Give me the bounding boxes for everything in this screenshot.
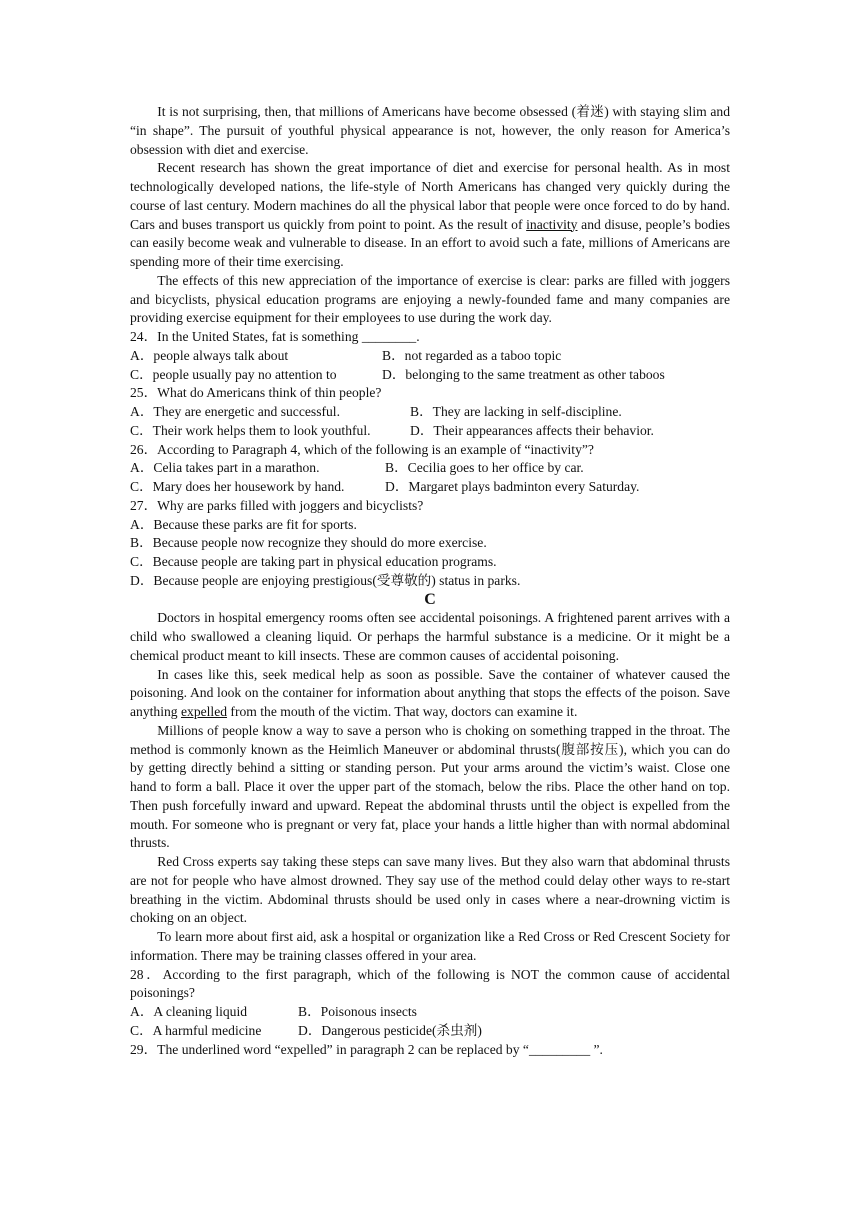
passage-b-paragraph-2 [130,159,730,272]
option-row [130,516,730,535]
answer-option: B．Poisonous insects [298,1004,417,1019]
option-row [130,1022,730,1041]
answer-option: A．Because these parks are fit for sports. [130,516,357,532]
question-stem: 26．According to Paragraph 4, which of the following is an example of “inactivity”? [130,441,594,457]
question-stem: 28．According to the first paragraph, which of the following is NOT the common cause of accidental poisonings? [130,966,730,1001]
passage-b-paragraph-3: The effects of this new appreciation of the importance of exercise is clear: parks are filled with joggers and bicyclists, physical education programs are enjoying a newly-founded fame and many companies are providing exercise equipment for their employees to use during the work day. [130,272,730,326]
underlined-word-expelled: expelled [180,704,228,719]
answer-option: A．people always talk about [130,347,289,363]
answer-option: B．Because people now recognize they should do more exercise. [130,535,487,551]
questions-b [130,328,730,591]
passage-c-paragraph-2 [130,666,730,722]
answer-option: A．A cleaning liquid [130,1004,248,1019]
option-row [130,422,730,441]
underlined-word-inactivity: inactivity [526,216,578,232]
answer-option: A．Celia takes part in a marathon. [130,460,320,476]
option-row [130,1003,730,1022]
passage-c-paragraph-4: Red Cross experts say taking these steps can save many lives. But they also warn that abdominal thrusts are not for people who have almost drowned. They say use of the method could delay other ways to re-start breathing in the victim. Abdominal thrusts should be used only in cases where a near-drowning victim is choking on an object. [130,854,730,926]
answer-option: D．Dangerous pesticide(杀虫剂) [298,1022,482,1038]
answer-option: C．Because people are taking part in physical education programs. [130,554,497,569]
answer-option: C．A harmful medicine [130,1022,262,1038]
section-c-title: C [424,590,436,608]
questions-c [130,966,730,1060]
answer-option: C．Their work helps them to look youthful. [130,422,371,438]
question-stem: 25．What do Americans think of thin people? [130,385,382,401]
question-stem: 27．Why are parks filled with joggers and bicyclists? [130,497,424,513]
answer-option: D．Margaret plays badminton every Saturday. [385,479,640,494]
answer-option: B．Cecilia goes to her office by car. [385,460,584,476]
passage-c-p2-text-start: In cases like this, seek medical help as soon as possible. Save the container of whatever caused the poisoning. And look on the container for information about anything that stops the effects of the poison. Save anything [130,666,730,719]
option-row [130,459,730,478]
passage-c-paragraph-3: Millions of people know a way to save a person who is choking on something trapped in the throat. The method is commonly known as the Heimlich Maneuver or abdominal thrusts(腹部按压), which you can do by getting directly behind a sitting or standing person. Put your arms around the victim’s waist. Close one hand to form a ball. Place it over the upper part of the stomach, below the ribs. Place the other hand on top. Then push forcefully inward and upward. Repeat the abdominal thrusts until the object is expelled from the mouth. For someone who is pregnant or very fat, place your hands a little higher than with normal abdominal thrusts. [130,722,730,851]
passage-c-paragraph-1: Doctors in hospital emergency rooms often see accidental poisonings. A frightened parent arrives with a child who swallowed a cleaning liquid. Or perhaps the harmful substance is a medicine. Or it might be a chemical product meant to kill insects. These are common causes of accidental poisoning. [130,610,730,663]
passage-b-p2-text-end: and disuse, people’s bodies can easily become weak and vulnerable to disease. In an effort to avoid such a fate, millions of Americans are spending more of their time exercising. [130,216,730,269]
answer-option: B．not regarded as a taboo topic [382,347,562,363]
answer-option: D．belonging to the same treatment as other taboos [382,366,665,382]
passage-b-paragraph-1: It is not surprising, then, that millions of Americans have become obsessed (着迷) with staying slim and “in shape”. The pursuit of youthful physical appearance is not, however, the only reason for America’s obsession with diet and exercise. [130,104,730,157]
option-row [130,478,730,497]
option-row [130,347,730,366]
document-page [130,103,730,1059]
option-row [130,366,730,385]
answer-option: B．They are lacking in self-discipline. [410,404,622,419]
passage-b-p2-text-start: Recent research has shown the great importance of diet and exercise for personal health. As in most technologically developed nations, the life-style of North Americans has changed very quickly during the course of last century. Modern machines do all the physical labor that people were once forced to do by hand. Cars and buses transport us quickly from point to point. As the result of [130,160,730,232]
option-row [130,572,730,591]
answer-option: D．Their appearances affects their behavior. [410,422,654,438]
answer-option: A．They are energetic and successful. [130,404,340,419]
answer-option: D．Because people are enjoying prestigious(受尊敬的) status in parks. [130,572,521,588]
passage-c-paragraph-5: To learn more about first aid, ask a hospital or organization like a Red Cross or Red Crescent Society for information. There may be training classes offered in your area. [130,929,730,963]
answer-option: C．people usually pay no attention to [130,366,337,382]
answer-option: C．Mary does her housework by hand. [130,479,345,494]
option-row [130,403,730,422]
option-row [130,534,730,553]
question-stem: 24．In the United States, fat is something ________. [130,329,420,344]
question-stem: 29．The underlined word “expelled” in paragraph 2 can be replaced by “_________ ”. [130,1041,603,1057]
passage-c-p2-text-end: from the mouth of the victim. That way, doctors can examine it. [227,704,578,719]
option-row [130,553,730,572]
